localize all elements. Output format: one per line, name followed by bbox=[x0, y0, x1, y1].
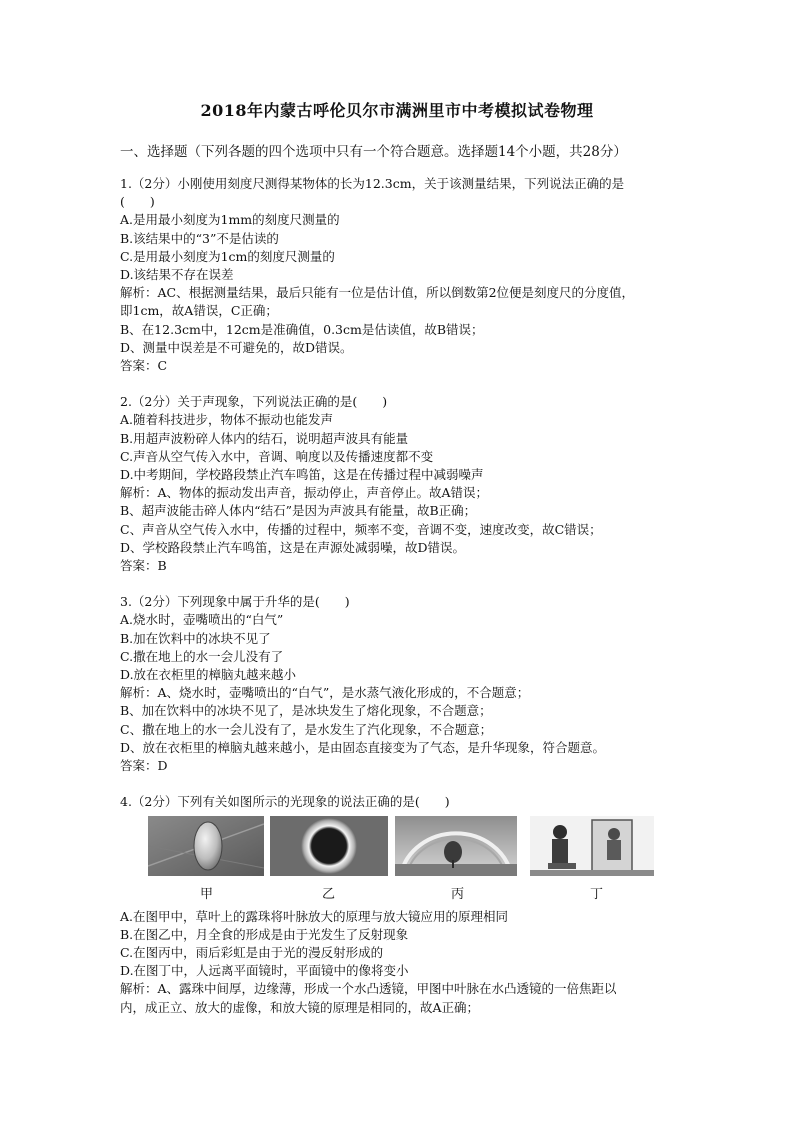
option-c: C.在图丙中，雨后彩虹是由于光的漫反射形成的 bbox=[120, 944, 384, 960]
figure-label-yi: 乙 bbox=[322, 886, 336, 902]
analysis-line: B、加在饮料中的冰块不见了，是冰块发生了熔化现象，不合题意； bbox=[120, 703, 492, 719]
question-stem: 3.（2分）下列现象中属于升华的是( ) bbox=[120, 594, 350, 610]
figure-row bbox=[120, 816, 680, 908]
option-a: A.是用最小刻度为1mm的刻度尺测量的 bbox=[120, 212, 340, 228]
analysis-line: 解析：AC、根据测量结果，最后只能有一位是估计值，所以倒数第2位便是刻度尺的分度值， bbox=[120, 285, 635, 301]
option-b: B.加在饮料中的冰块不见了 bbox=[120, 630, 271, 646]
analysis-line: B、超声波能击碎人体内“结石”是因为声波具有能量，故B正确； bbox=[120, 503, 477, 519]
analysis-line: C、撒在地上的水一会儿没有了，是水发生了汽化现象，不合题意； bbox=[120, 721, 493, 737]
option-b: B.用超声波粉碎人体内的结石，说明超声波具有能量 bbox=[120, 430, 409, 446]
option-d: D.在图丁中，人远离平面镜时，平面镜中的像将变小 bbox=[120, 963, 409, 979]
analysis-line: 解析：A、烧水时，壶嘴喷出的“白气”，是水蒸气液化形成的，不合题意； bbox=[120, 685, 530, 701]
analysis-line: 即1cm，故A错误，C正确； bbox=[120, 303, 278, 319]
analysis-line: 解析：A、物体的振动发出声音，振动停止，声音停止。故A错误； bbox=[120, 485, 489, 501]
section-heading: 一、选择题（下列各题的四个选项中只有一个符合题意。选择题14个小题，共28分） bbox=[120, 144, 627, 160]
figure-label-ding: 丁 bbox=[590, 886, 604, 902]
question-2 bbox=[120, 393, 680, 575]
mirror-picture bbox=[530, 816, 654, 876]
figure-eclipse bbox=[270, 816, 388, 876]
answer: 答案：B bbox=[120, 558, 167, 574]
option-c: C.是用最小刻度为1cm的刻度尺测量的 bbox=[120, 248, 335, 264]
question-stem: 2.（2分）关于声现象，下列说法正确的是( ) bbox=[120, 394, 388, 410]
page-title: 2018年内蒙古呼伦贝尔市满洲里市中考模拟试卷物理 bbox=[200, 101, 594, 120]
analysis-line: D、放在衣柜里的樟脑丸越来越小，是由固态直接变为了气态，是升华现象，符合题意。 bbox=[120, 739, 606, 755]
question-list bbox=[120, 175, 680, 1017]
option-d: D.中考期间，学校路段禁止汽车鸣笛，这是在传播过程中减弱噪声 bbox=[120, 467, 484, 483]
option-b: B.在图乙中，月全食的形成是由于光发生了反射现象 bbox=[120, 926, 409, 942]
eclipse-picture bbox=[270, 816, 388, 876]
option-b: B.该结果中的“3”不是估读的 bbox=[120, 230, 279, 246]
rainbow-picture bbox=[395, 816, 517, 876]
answer: 答案：D bbox=[120, 758, 168, 774]
analysis-line: 解析：A、露珠中间厚，边缘薄，形成一个水凸透镜，甲图中叶脉在水凸透镜的一倍焦距以 bbox=[120, 981, 617, 997]
question-stem: 4.（2分）下列有关如图所示的光现象的说法正确的是( ) bbox=[120, 794, 450, 810]
figure-rainbow bbox=[395, 816, 517, 876]
answer: 答案：C bbox=[120, 358, 168, 374]
analysis-line: B、在12.3cm中，12cm是准确值，0.3cm是估读值，故B错误； bbox=[120, 321, 484, 337]
option-c: C.撒在地上的水一会儿没有了 bbox=[120, 648, 284, 664]
option-a: A.随着科技进步，物体不振动也能发声 bbox=[120, 412, 334, 428]
question-1 bbox=[120, 175, 680, 375]
option-c: C.声音从空气传入水中，音调、响度以及传播速度都不变 bbox=[120, 448, 434, 464]
figure-mirror bbox=[530, 816, 654, 876]
option-a: A.烧水时，壶嘴喷出的“白气” bbox=[120, 612, 284, 628]
analysis-line: 内，成正立、放大的虚像，和放大镜的原理是相同的，故A正确； bbox=[120, 999, 480, 1015]
dewdrop-picture bbox=[148, 816, 264, 876]
option-d: D.放在衣柜里的樟脑丸越来越小 bbox=[120, 667, 297, 683]
option-d: D.该结果不存在误差 bbox=[120, 267, 234, 283]
figure-label-jia: 甲 bbox=[200, 886, 214, 902]
question-3 bbox=[120, 593, 680, 775]
figure-dewdrop bbox=[148, 816, 264, 876]
analysis-line: D、学校路段禁止汽车鸣笛，这是在声源处减弱噪，故D错误。 bbox=[120, 539, 466, 555]
question-4 bbox=[120, 793, 680, 1016]
answer-paren: ( ) bbox=[120, 194, 155, 210]
option-a: A.在图甲中，草叶上的露珠将叶脉放大的原理与放大镜应用的原理相同 bbox=[120, 908, 509, 924]
question-stem: 1.（2分）小刚使用刻度尺测得某物体的长为12.3cm，关于该测量结果，下列说法正确的是 bbox=[120, 176, 625, 191]
figure-label-bing: 丙 bbox=[451, 886, 465, 902]
analysis-line: D、测量中误差是不可避免的，故D错误。 bbox=[120, 339, 353, 355]
analysis-line: C、声音从空气传入水中，传播的过程中，频率不变，音调不变，速度改变，故C错误； bbox=[120, 521, 602, 537]
